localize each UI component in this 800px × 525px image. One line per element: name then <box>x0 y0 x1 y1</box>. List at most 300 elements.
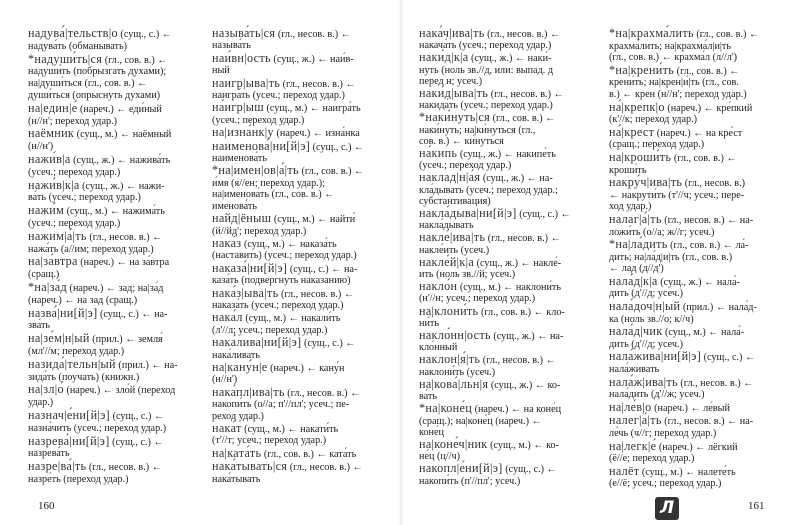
dictionary-entry <box>28 205 200 230</box>
entry-line: ни́ть <box>419 317 440 329</box>
entry-first-line <box>609 177 781 190</box>
entry-grammar: (нареч.) ← изна́нка <box>273 128 360 140</box>
entry-grammar: (сущ., ж.) ← накле́- <box>474 257 562 269</box>
entry-line: души́ться (опрыснуть духами) <box>28 89 161 101</box>
entry-grammar: (нареч.) ← на за́втра <box>77 257 170 269</box>
dictionary-entry <box>212 461 384 485</box>
entry-line: нака́ливать <box>212 349 260 361</box>
dictionary-entry <box>212 138 384 165</box>
headword: нала́доч|н|ый <box>609 299 681 314</box>
headword: нажим|а́|ть <box>28 228 87 243</box>
entry-line: (н'//н; усеч.; переход удар.) <box>419 293 536 305</box>
entry-grammar: (гл., несов. в.) <box>682 178 746 190</box>
headword: на|кроши́ть <box>609 149 672 164</box>
entry-first-line <box>609 415 781 428</box>
dictionary-entry <box>28 407 200 435</box>
entry-line: нала́живать <box>609 364 660 376</box>
entry-line: удар.) <box>28 397 54 409</box>
entry-first-line <box>28 51 200 67</box>
entry-first-line <box>419 28 591 40</box>
entry-line: крени́ть; на|крен|и́|ть (гл., сов. <box>609 77 739 89</box>
entry-line: нуть (ноль зв.//д, или: выпад. д <box>419 64 554 76</box>
headword: нака́т <box>212 421 242 435</box>
entry-first-line <box>212 165 384 177</box>
entry-first-line <box>609 211 781 227</box>
entry-grammar: (сущ., с.) ← <box>110 410 165 422</box>
headword: накле́|ива|ть <box>419 230 486 245</box>
dictionary-entry <box>28 100 200 128</box>
headword: на|легк|е́ <box>609 438 657 453</box>
headword: на|ле́в|о <box>609 399 652 414</box>
dictionary-entry <box>28 333 200 358</box>
entry-first-line <box>212 28 384 40</box>
entry-line: субстантивация) <box>419 195 491 207</box>
entry-first-line <box>609 351 781 364</box>
dictionary-entry <box>419 232 591 255</box>
dictionary-column-4 <box>609 28 781 491</box>
headword: нака́ч|ива|ть <box>419 26 485 40</box>
entry-grammar: (гл., сов. в.) ← <box>298 166 365 178</box>
entry-grammar: (гл., сов. в.) ← <box>490 113 556 125</box>
page-number-left: 160 <box>38 500 55 512</box>
entry-line: накле́ить (усеч.) <box>419 244 490 256</box>
dictionary-entry <box>212 423 384 447</box>
entry-grammar: (гл., несов. в.) ← на- <box>661 214 754 226</box>
dictionary-entry <box>212 260 384 287</box>
entry-first-line <box>609 438 781 454</box>
entry-line: ка (ноль зв.//о; к//ч) <box>609 313 694 325</box>
entry-first-line <box>212 213 384 225</box>
headword: налаг|а́|ть <box>609 211 662 226</box>
entry-grammar: (сущ., м.) ← нажима́ть <box>64 206 165 218</box>
entry-grammar: (гл., несов. в.) ← <box>488 89 564 101</box>
entry-line: (е//ё; усеч.; переход удар.) <box>609 478 722 490</box>
entry-first-line <box>28 333 200 346</box>
entry-line: каза́ть (подвергнуть наказанию) <box>212 275 351 287</box>
dictionary-entry <box>28 461 200 486</box>
entry-line: наименова́ть <box>212 153 267 165</box>
entry-line: кроши́ть <box>609 164 647 176</box>
headword: на́|крепк|о <box>609 99 665 114</box>
entry-line: ← накрути́ть (т'//ч; усеч.; пере- <box>609 189 745 201</box>
entry-first-line <box>419 88 591 100</box>
dictionary-entry <box>212 312 384 336</box>
dictionary-entry <box>609 149 781 176</box>
entry-grammar: (нареч.) ← лёгкий <box>656 441 738 453</box>
headword: на|зл|о́ <box>28 382 64 397</box>
entry-grammar: (сущ., ж.) ← нажи- <box>79 180 165 192</box>
headword: налёт <box>609 463 640 478</box>
dictionary-entry <box>419 28 591 51</box>
entry-grammar: (сущ., с.) ← <box>701 352 756 364</box>
headword: наказа́|ни[й|э] <box>212 260 288 275</box>
headword: на|за́втра <box>28 254 78 269</box>
headword: назида́|тельн|ый <box>28 356 116 371</box>
dictionary-entry <box>212 213 384 237</box>
entry-first-line <box>28 100 200 116</box>
entry-line: наигра́ть (усеч.; переход удар.) <box>212 90 345 102</box>
dictionary-entry <box>212 28 384 52</box>
entry-first-line <box>419 254 591 269</box>
dictionary-entry <box>419 254 591 281</box>
dictionary-entry <box>28 384 200 409</box>
entry-first-line <box>609 463 781 479</box>
entry-first-line <box>28 205 200 218</box>
entry-grammar: (гл., несов. в.) ← <box>287 462 363 474</box>
entry-grammar: (гл., сов. в.) ← кло- <box>478 306 565 318</box>
headword: *на|крени́ть <box>609 62 675 77</box>
entry-line: (н//н') <box>212 374 238 386</box>
entry-grammar: (сущ., с.) ← <box>516 209 571 221</box>
entry-grammar: (прил.) ← земля́ <box>89 334 163 346</box>
book-spine <box>399 0 403 525</box>
entry-first-line <box>212 384 384 399</box>
entry-first-line <box>419 330 591 342</box>
dictionary-entry <box>28 177 200 205</box>
entry-grammar: (гл., сов. в.) ← <box>693 29 760 40</box>
entry-first-line <box>212 260 384 275</box>
dictionary-column-3 <box>419 28 591 488</box>
entry-first-line <box>609 124 781 140</box>
entry-first-line <box>212 50 384 65</box>
headword: *на|крахма́лить <box>609 26 694 40</box>
dictionary-entry <box>419 403 591 438</box>
dictionary-entry <box>609 463 781 490</box>
entry-line: сов. в.) ← ки́нуться <box>419 135 504 147</box>
entry-first-line <box>28 279 200 295</box>
entry-line: ход удар.) <box>609 201 652 213</box>
headword: нажи́в|а <box>28 151 71 166</box>
headword: на|клони́ть <box>419 303 479 318</box>
dictionary-entry <box>419 376 591 403</box>
entry-line: накла́дывать <box>419 220 474 232</box>
headword: назре|ва́|ть <box>28 459 87 474</box>
headword: на́|крест <box>609 124 655 139</box>
entry-grammar: (гл., сов. в.) ← ката́ть <box>261 448 357 460</box>
headword: назва́|ни[й|э] <box>28 305 98 320</box>
entry-grammar: (сущ., м.) ← наёмный <box>74 129 172 141</box>
headword: наименова́|ни[й|э] <box>212 138 311 153</box>
headword: наклон|я́|ть <box>419 352 481 367</box>
entry-grammar: (гл., сов. в.) ← <box>674 65 740 77</box>
entry-first-line <box>28 384 200 397</box>
entry-line: зида́ть (поучать) (книжн.) <box>28 371 140 383</box>
entry-line: и́мя (я//ен; переход удар.); <box>212 177 325 189</box>
entry-grammar: (сущ., ж.) ← на- <box>490 331 564 343</box>
dictionary-entry <box>419 303 591 329</box>
entry-line: (гл., сов. в.) ← крахма́л (л//л') <box>609 52 738 64</box>
entry-grammar: (гл., несов. в.) ← <box>480 355 556 367</box>
entry-grammar: (гл., несов. в.) ← <box>278 288 355 300</box>
entry-grammar: (нареч.) ← зад; на|за́д <box>67 282 164 294</box>
entry-grammar: (сущ., с.) ← <box>301 338 356 350</box>
headword: нака́лива|ни[й|э] <box>212 335 302 350</box>
headword: назрева́|ни[й|э] <box>28 433 110 448</box>
entry-line: назна́чить (усеч.; переход удар.) <box>28 422 167 434</box>
entry-line: (н//н'; переход удар.) <box>28 115 118 127</box>
dictionary-entry <box>212 384 384 422</box>
entry-grammar: (сущ., ж.) ← нажива́ть <box>70 154 171 166</box>
entry-first-line <box>28 128 200 141</box>
entry-first-line <box>212 102 384 114</box>
dictionary-column-2 <box>212 28 384 486</box>
headword: наклад|н|а́я <box>419 170 481 185</box>
dictionary-entry <box>419 148 591 171</box>
entry-grammar: (сущ., м.) ← найти́ <box>271 214 356 226</box>
entry-first-line <box>609 99 781 115</box>
headword: нала́д|чик <box>609 324 663 339</box>
entry-first-line <box>419 172 591 184</box>
entry-grammar: (гл., сов. в.) ← <box>671 152 737 164</box>
entry-line: назрева́ть <box>28 448 70 460</box>
headword: накла́дыва|ни[й|э] <box>419 206 517 221</box>
dictionary-entry <box>212 337 384 361</box>
entry-grammar: (гл., несов. в.) ← <box>280 78 356 90</box>
dictionary-entry <box>419 354 591 377</box>
entry-line: именова́ть <box>212 200 257 212</box>
headword: накопл|е́ни[й|э] <box>419 461 503 476</box>
entry-line: наказа́ть (усеч.; переход удар.) <box>212 299 344 311</box>
entry-first-line <box>609 62 781 78</box>
entry-line: (ё//е; переход удар.) <box>609 453 695 465</box>
entry-grammar: (гл., несов. в.) ← <box>86 462 162 474</box>
entry-first-line <box>212 461 384 473</box>
entry-grammar: (нареч.) ← кану́н <box>267 362 345 374</box>
dictionary-entry <box>609 415 781 439</box>
entry-first-line <box>419 376 591 391</box>
entry-grammar: (сущ., с.) ← <box>109 436 164 448</box>
entry-line: (к'//к; переход удар.) <box>609 114 698 126</box>
entry-first-line <box>212 285 384 300</box>
entry-grammar: (нареч.) ← ле́вый <box>651 402 730 414</box>
entry-line: (усеч.; переход удар.) <box>212 114 305 126</box>
entry-grammar: (сущ., с.) ← <box>502 464 557 476</box>
entry-first-line <box>28 433 200 449</box>
dictionary-entry <box>609 301 781 325</box>
headword: на|коне́ч|ник <box>419 436 488 451</box>
entry-line: ва́ть (усеч.; переход удар.) <box>28 192 141 204</box>
entry-line: не́ц (ц//ч) <box>419 451 460 463</box>
entry-line: (л'//л; усеч.; переход удар.) <box>212 324 328 336</box>
dictionary-entry <box>28 51 200 102</box>
entry-line: надува́ть (обманывать) <box>28 40 128 52</box>
entry-line: ва́ть <box>419 391 438 403</box>
entry-line: дить (д'//д; усеч.) <box>609 288 683 300</box>
entry-grammar: (гл., несов. в.) ← <box>677 377 754 389</box>
entry-first-line <box>28 151 200 167</box>
entry-first-line <box>212 138 384 153</box>
dictionary-entry <box>609 62 781 101</box>
dictionary-entry <box>28 305 200 333</box>
dictionary-entry <box>212 50 384 77</box>
dictionary-entry <box>212 75 384 102</box>
headword: найд|ёныш <box>212 211 272 226</box>
headword: надува́|тельств|о <box>28 26 118 40</box>
entry-line: надуши́ть (побрызгать духами); <box>28 66 167 78</box>
dictionary-entry <box>609 177 781 213</box>
headword: *на|за́д <box>28 279 67 294</box>
headword: нала́д|к|а <box>609 273 658 288</box>
dictionary-entry <box>609 438 781 465</box>
entry-first-line <box>609 301 781 314</box>
headword: на|кова́|льн|я <box>419 376 489 391</box>
entry-first-line <box>419 148 591 160</box>
headword: наки́д|к|а <box>419 50 469 65</box>
headword: на|кану́н|е <box>212 359 268 374</box>
entry-first-line <box>609 149 781 165</box>
entry-grammar: (сущ., м.) ← наигра́ть <box>263 103 361 115</box>
headword: накло́н <box>419 279 458 294</box>
entry-line: ← лад (д//д') <box>609 263 664 275</box>
headword: нака́тывать|ся <box>212 459 288 474</box>
entry-grammar: (гл., несов. в.) ← <box>275 29 351 40</box>
entry-grammar: (сущ., м.) ← налете́ть <box>639 466 736 478</box>
entry-line: накопи́ть (п'//пл'; усеч.) <box>419 475 521 487</box>
entry-first-line <box>212 235 384 250</box>
headword: *на|коне́ц <box>419 401 473 416</box>
entry-first-line <box>28 305 200 321</box>
dictionary-entry <box>28 151 200 179</box>
entry-first-line <box>609 374 781 390</box>
dictionary-entry <box>419 52 591 87</box>
entry-first-line <box>419 463 591 475</box>
dictionary-entry <box>28 433 200 461</box>
entry-line: дить; на|ла́д|и|ть (гл., сов. в.) <box>609 251 733 263</box>
entry-first-line <box>419 52 591 64</box>
entry-line: кло́нный <box>419 342 458 354</box>
headword: нала́жива|ни[й|э] <box>609 349 702 364</box>
entry-first-line <box>609 28 781 41</box>
entry-grammar: (сущ., с.) ← <box>310 141 365 153</box>
entry-line: зва́ть <box>28 320 51 332</box>
entry-first-line <box>28 461 200 474</box>
dictionary-entry <box>212 235 384 262</box>
headword: нака́з <box>212 235 242 250</box>
entry-line: накопи́ть (о//а; п'//пл'; усеч.; пе- <box>212 399 350 411</box>
entry-line: в.) ← крен (н//н'; переход удар.) <box>609 88 747 100</box>
entry-grammar: (нареч.) ← зло́й (переход <box>63 385 176 397</box>
headword: налег|а́|ть <box>609 413 662 428</box>
headword: *надуши́ть|ся <box>28 51 103 66</box>
headword: нажи́м <box>28 203 65 218</box>
dictionary-entry <box>419 330 591 353</box>
dictionary-column-1 <box>28 28 200 487</box>
entry-grammar: (сущ., ж.) ← наки́- <box>468 53 552 65</box>
entry-line: (й//йд'; переход удар.) <box>212 225 307 237</box>
entry-grammar: (нареч.) ← еди́ный <box>77 103 162 115</box>
dictionary-entry <box>419 436 591 463</box>
entry-grammar: (сущ., с.) ← <box>117 29 172 40</box>
entry-grammar: (нареч.) ← на кре́ст <box>654 127 743 139</box>
entry-line: наклони́ть (усеч.) <box>419 366 496 378</box>
entry-grammar: (сущ., ж.) ← наи́в- <box>270 53 354 65</box>
headword: нака́пл|ива|ть <box>212 384 285 399</box>
entry-first-line <box>419 436 591 451</box>
entry-first-line <box>212 75 384 90</box>
dictionary-entry <box>28 228 200 256</box>
dictionary-entry <box>28 256 200 281</box>
headword: наёмник <box>28 126 75 141</box>
entry-first-line <box>419 354 591 366</box>
dictionary-entry <box>419 88 591 111</box>
entry-grammar: (гл., несов. в.) ← на- <box>661 416 754 428</box>
entry-line: (усеч.; переход удар.) <box>28 217 121 229</box>
entry-line: назре́ть (переход удар.) <box>28 473 129 485</box>
entry-line: (н//н') <box>28 141 54 153</box>
entry-line: нала́дить (д'//ж; усеч.) <box>609 389 705 401</box>
dictionary-entry <box>609 211 781 238</box>
headword: на|изна́нк|у <box>212 125 274 140</box>
entry-first-line <box>28 407 200 423</box>
dictionary-entry <box>212 165 384 212</box>
entry-line: ле́чь (ч//г; переход удар.) <box>609 428 717 439</box>
entry-line: ложи́ть (о//а; ж//г; усеч.) <box>609 226 715 238</box>
dictionary-entry <box>609 124 781 151</box>
publisher-logo: Л <box>655 497 679 520</box>
entry-grammar: (сущ., м.) ← наклони́ть <box>457 282 562 294</box>
entry-grammar: (сущ., ж.) ← на- <box>480 173 553 185</box>
headword: нака́л <box>212 310 243 325</box>
entry-first-line <box>28 177 200 193</box>
entry-first-line <box>419 403 591 415</box>
entry-grammar: (сущ., м.) ← нала́- <box>662 327 745 339</box>
entry-grammar: (гл., сов. в.) ← ла́- <box>667 240 749 252</box>
headword: на|ката́ть <box>212 445 262 460</box>
dictionary-entry <box>609 351 781 375</box>
headword: на́кипь <box>419 146 458 161</box>
headword: нала́ж|ива|ть <box>609 374 678 389</box>
headword: назнач|е́ни[й|э] <box>28 407 111 422</box>
entry-grammar: (гл., несов. в.) ← <box>284 387 361 399</box>
headword: *на|имен|ов|а́|ть <box>212 163 299 178</box>
entry-first-line <box>419 112 591 124</box>
entry-line: (наставить) (усеч.; переход удар.) <box>212 250 357 262</box>
entry-first-line <box>28 228 200 244</box>
entry-line: накача́ть (усеч.; переход удар.) <box>419 40 552 52</box>
entry-grammar: (сущ., м.) ← накати́ть <box>241 424 339 435</box>
entry-line: называ́ть <box>212 40 251 52</box>
headword: нака́з|ыва|ть <box>212 285 279 300</box>
page-number-right: 161 <box>748 500 765 512</box>
entry-first-line <box>212 359 384 374</box>
dictionary-entry <box>419 208 591 231</box>
entry-grammar: (прил.) ← нала́д- <box>680 302 757 314</box>
entry-grammar: (сущ., м.) ← наказа́ть <box>241 238 337 250</box>
entry-grammar: (сущ., ж.) ← нала́- <box>657 276 740 288</box>
entry-first-line <box>419 208 591 220</box>
entry-line: дить (д'//д; усеч.) <box>609 338 683 350</box>
entry-grammar: (сущ., м.) ← накали́ть <box>242 313 341 325</box>
dictionary-entry <box>609 374 781 401</box>
entry-line: (усеч.; переход удар.) <box>28 166 121 178</box>
entry-first-line <box>212 337 384 349</box>
entry-first-line <box>609 239 781 252</box>
dictionary-entry <box>609 239 781 275</box>
headword: наи́вн|ость <box>212 50 271 65</box>
entry-first-line <box>419 303 591 318</box>
entry-line: реход удар.) <box>212 410 264 422</box>
entry-line: (нареч.) ← на зад (сращ.) <box>28 294 138 306</box>
dictionary-entry <box>28 279 200 307</box>
entry-line: (сращ.) <box>28 269 60 281</box>
entry-grammar: (сущ., с.) ← на- <box>97 308 168 320</box>
dictionary-entry <box>212 285 384 312</box>
entry-first-line <box>28 28 200 41</box>
entry-line: наки́нуть; на|ки́нуться (гл., <box>419 124 536 136</box>
dictionary-entry <box>419 281 591 304</box>
dictionary-entry <box>419 112 591 147</box>
headword: *на|ла́дить <box>609 237 668 252</box>
